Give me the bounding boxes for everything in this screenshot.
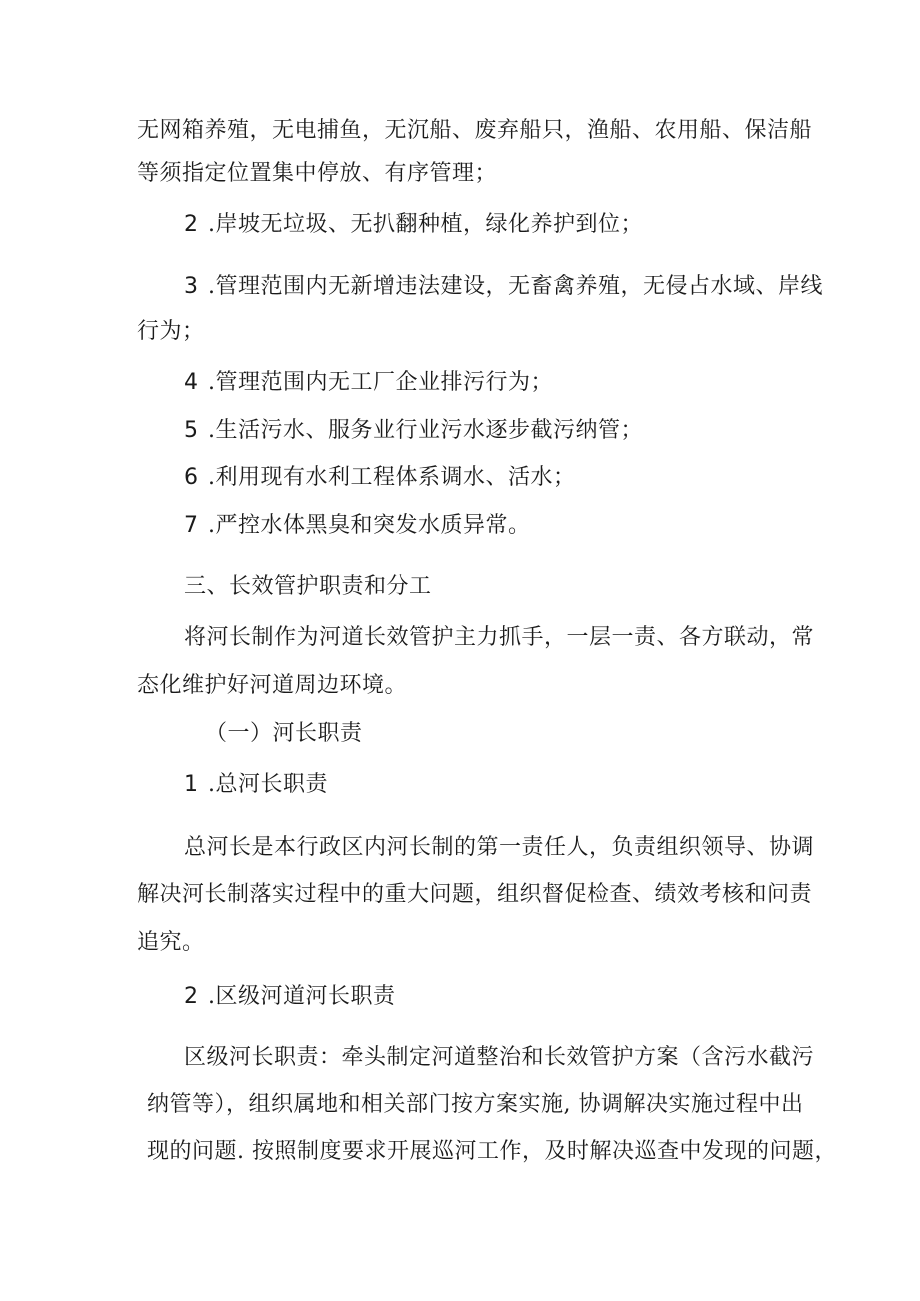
list-item (184, 984, 396, 1010)
list-number: 4 (184, 370, 199, 395)
list-item (184, 513, 531, 539)
list-item-text: .管理范围内无新增违法建设，无畜禽养殖，无侵占水域、岸线 (208, 274, 823, 299)
list-number: 2 (184, 212, 199, 237)
list-item (184, 274, 823, 300)
paragraph-line: 总河长是本行政区内河长制的第一责任人，负责组织领导、协调 (184, 835, 815, 860)
list-item-text: .管理范围内无工厂企业排污行为； (208, 370, 553, 395)
paragraph-line: 态化维护好河道周边环境。 (137, 673, 408, 698)
paragraph-line: 纳管等），组织属地和相关部门按方案实施, 协调解决实施过程中出 (147, 1092, 804, 1117)
list-item-text: .区级河道河长职责 (208, 984, 396, 1009)
list-item-text: .岸坡无垃圾、无扒翻种植，绿化养护到位； (208, 212, 643, 237)
section-heading: 三、长效管护职责和分工 (184, 574, 432, 599)
paragraph-line: 解决河长制落实过程中的重大问题，组织督促检查、绩效考核和问责 (137, 882, 813, 907)
list-item (184, 370, 553, 396)
list-item (184, 418, 643, 444)
paragraph-line: 行为； (137, 319, 205, 344)
paragraph-line: 等须指定位置集中停放、有序管理； (137, 161, 498, 186)
list-item-text: .生活污水、服务业行业污水逐步截污纳管； (208, 418, 643, 443)
list-number: 2 (184, 984, 199, 1009)
list-item (184, 465, 576, 491)
list-item-text: .总河长职责 (208, 772, 328, 797)
list-number: 3 (184, 274, 199, 299)
paragraph-line: 区级河长职责：牵头制定河道整治和长效管护方案（含污水截污 (184, 1045, 815, 1070)
list-item (184, 212, 643, 238)
paragraph-line: 将河长制作为河道长效管护主力抓手，一层一责、各方联动，常 (184, 625, 815, 650)
list-number: 6 (184, 465, 199, 490)
list-item-text: .利用现有水利工程体系调水、活水； (208, 465, 576, 490)
paragraph-line: 追究。 (137, 930, 205, 955)
paragraph-line: 现的问题. 按照制度要求开展巡河工作，及时解决巡查中发现的问题， (147, 1139, 837, 1164)
list-number: 5 (184, 418, 199, 443)
list-item (184, 772, 328, 798)
list-item-text: .严控水体黑臭和突发水质异常。 (208, 513, 531, 538)
list-number: 7 (184, 513, 199, 538)
list-number: 1 (184, 772, 199, 797)
subsection-heading: （一）河长职责 (205, 721, 363, 746)
paragraph-line: 无网箱养殖，无电捕鱼，无沉船、废弃船只，渔船、农用船、保洁船 (137, 118, 813, 143)
